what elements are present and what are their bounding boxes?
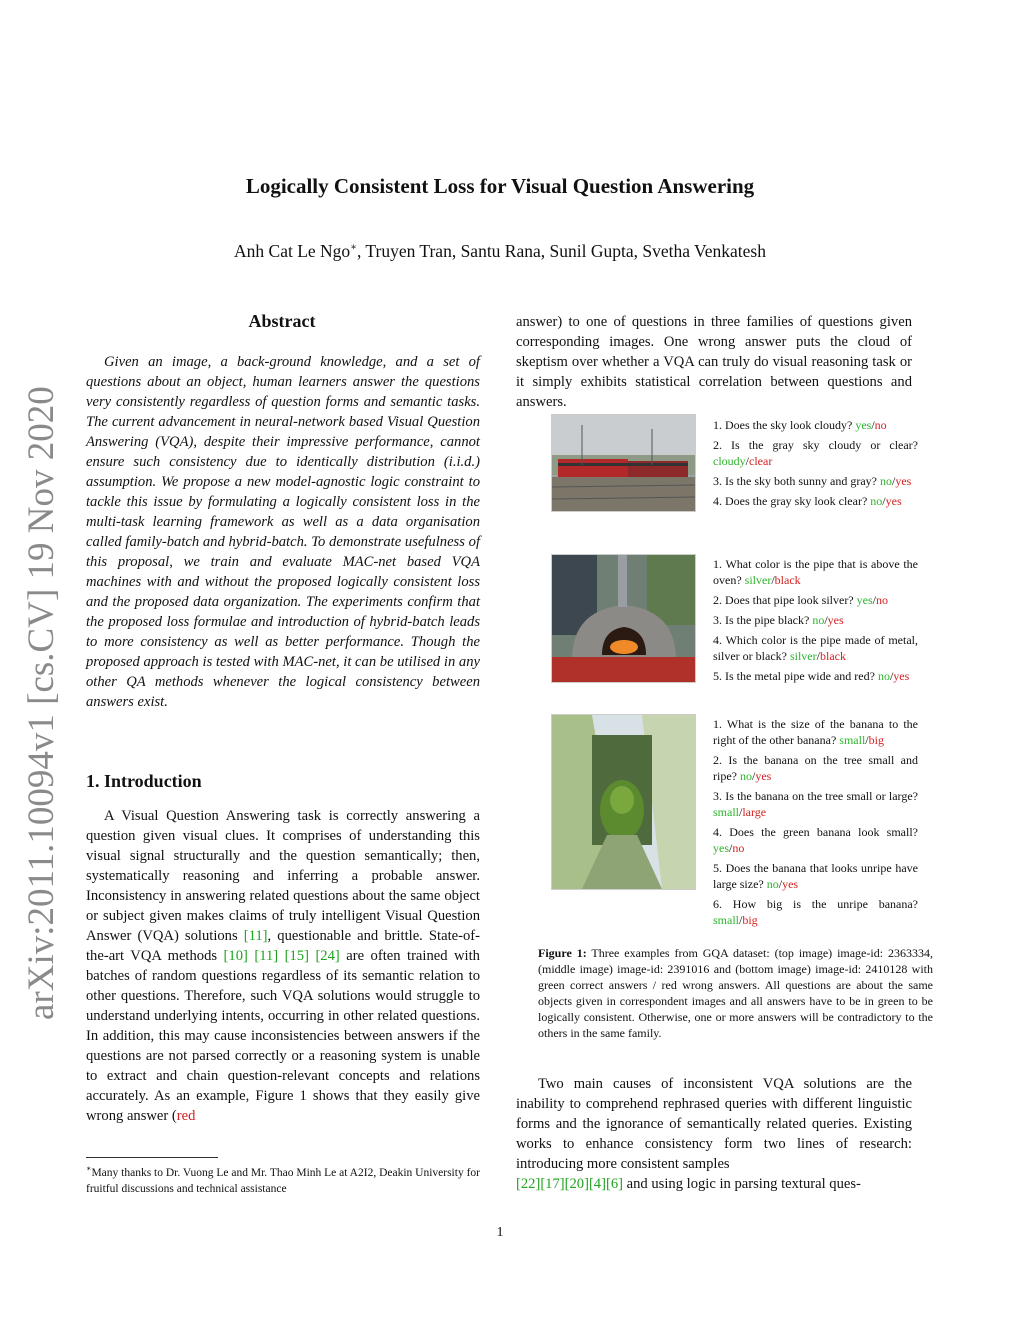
intro-text-3: are often trained with batches of random questions regardless of its semantic relation to other questions. Therefore, such VQA solutions would struggle to understand underlying intents, occurring in other related questions. In addition, this may cause inconsistencies between answers if the questions are not parsed correctly or a reasoning system is unable to extract and chain question-relevant concepts and relations accurately. As an example, Figure 1 shows that they easily give wrong answer ( <box>86 948 480 1124</box>
figure-caption <box>538 945 933 1041</box>
footnote-mark: ∗ <box>86 1164 92 1173</box>
other-authors: , Truyen Tran, Santu Rana, Sunil Gupta, Svetha Venkatesh <box>356 241 766 261</box>
author-footnote-mark: ∗ <box>350 242 357 254</box>
page-number: 1 <box>496 1225 504 1240</box>
figure-image-train <box>551 414 696 512</box>
question-item: 5. Is the metal pipe wide and red? no/yes <box>713 669 910 683</box>
citation-link[interactable]: [10] <box>223 948 248 964</box>
intro-text-1: A Visual Question Answering task is correctly answering a question given visual clues. It comprises of understanding this visual signal structurally and the question semantically; then, systematically reasoning and inferring a probable answer. Inconsistency in answering related questions about the same object or subject given makes claims of truly intelligent Visual Question Answer (VQA) solutions <box>86 808 480 944</box>
question-item: 3. Is the banana on the tree small or large? small/large <box>713 789 918 819</box>
question-list-1 <box>713 417 918 513</box>
question-item: 6. How big is the unripe banana? small/big <box>713 897 918 927</box>
citation-link[interactable]: [24] <box>315 948 340 964</box>
footnote <box>86 1161 480 1197</box>
question-item: 1. What color is the pipe that is above the oven? silver/black <box>713 557 918 587</box>
first-author: Anh Cat Le Ngo <box>234 241 351 261</box>
citation-link[interactable]: [22][17][20][4][6] <box>516 1176 623 1192</box>
introduction-paragraph <box>86 806 480 1126</box>
author-list <box>0 241 1000 262</box>
train-photo <box>552 415 695 511</box>
red-word: red <box>176 1108 196 1124</box>
question-item: 2. Does that pipe look silver? yes/no <box>713 593 888 607</box>
arxiv-identifier: arXiv:2011.10094v1 [cs.CV] 19 Nov 2020 <box>21 386 62 1020</box>
paper-title: Logically Consistent Loss for Visual Question Answering <box>245 174 755 198</box>
figure-label: Figure 1: <box>538 946 587 960</box>
question-item: 4. Does the green banana look small? yes/no <box>713 825 918 855</box>
question-item: 3. Is the pipe black? no/yes <box>713 613 844 627</box>
question-list-3 <box>713 716 918 932</box>
caption-text: Three examples from GQA dataset: (top image) image-id: 2363334, (middle image) image-id: 2391016 and (bottom image) image-id: 2410128 with green correct answers / red wrong answers. All questions are about the same objects given in correspondent images and all answers have to be in green to be logically consistent. Otherwise, one or more answers will be contradictory to the others in the same family. <box>538 946 933 1040</box>
question-item: 1. Does the sky look cloudy? yes/no <box>713 418 887 432</box>
footnote-text: Many thanks to Dr. Vuong Le and Mr. Thao Minh Le at A2I2, Deakin University for fruitful discussions and technical assistance <box>86 1166 480 1195</box>
question-item: 4. Which color is the pipe made of metal, silver or black? silver/black <box>713 633 918 663</box>
intro-text-2: , questionable and brittle. State-of-the-art VQA methods <box>86 928 480 964</box>
question-item: 4. Does the gray sky look clear? no/yes <box>713 494 902 508</box>
abstract-heading: Abstract <box>248 311 316 331</box>
question-item: 3. Is the sky both sunny and gray? no/yes <box>713 474 912 488</box>
question-item: 5. Does the banana that looks unripe have large size? no/yes <box>713 861 918 891</box>
footnote-rule <box>86 1157 218 1158</box>
oven-photo <box>552 555 695 682</box>
figure-image-banana <box>551 714 696 890</box>
citation-link[interactable]: [11] <box>243 928 268 944</box>
question-item: 2. Is the gray sky cloudy or clear? cloudy/clear <box>713 438 918 468</box>
figure-image-oven <box>551 554 696 683</box>
banana-photo <box>552 715 695 889</box>
right-column-paragraph: answer) to one of questions in three families of questions given corresponding images. One wrong answer puts the cloud of skeptism over whether a VQA can truly do visual reasoning task or it simply exhibits statistical correlation between questions and answers. <box>516 314 912 410</box>
right-column-paragraph-2: Two main causes of inconsistent VQA solutions are the inability to comprehend rephrased queries with different linguistic forms and the ignorance of semantically related queries. Existing works to enhance consistency form two lines of research: introducing more consistent samples [22][17][20][4][6] and using logic in parsing textural ques- <box>516 1076 912 1192</box>
introduction-heading: 1. Introduction <box>86 771 202 791</box>
question-item: 1. What is the size of the banana to the right of the other banana? small/big <box>713 717 918 747</box>
citation-link[interactable]: [15] <box>284 948 309 964</box>
question-list-2 <box>713 556 918 688</box>
citation-link[interactable]: [11] <box>254 948 279 964</box>
question-item: 2. Is the banana on the tree small and ripe? no/yes <box>713 753 918 783</box>
abstract-text: Given an image, a back-ground knowledge, and a set of questions about an object, human learners answer the questions very consistently regardless of question forms and semantic tasks. The current advancement in neural-network based Visual Question Answering (VQA), despite their impressive performance, cannot ensure such consistency due to identically distribution (i.i.d.) assumption. We propose a new model-agnostic logic constraint to tackle this issue by formulating a logically consistent loss in the multi-task learning framework as well as a data organisation called family-batch and hybrid-batch. To demonstrate usefulness of this proposal, we train and evaluate MAC-net based VQA machines with and without the proposed logically consistent loss and the proposed data organization. The experiments confirm that the proposed loss formulae and introduction of hybrid-batch leads to more consistency as well as better performance. Though the proposed approach is tested with MAC-net, it can be utilised in any other QA methods whenever the logical consistency between answers exist. <box>86 354 480 710</box>
